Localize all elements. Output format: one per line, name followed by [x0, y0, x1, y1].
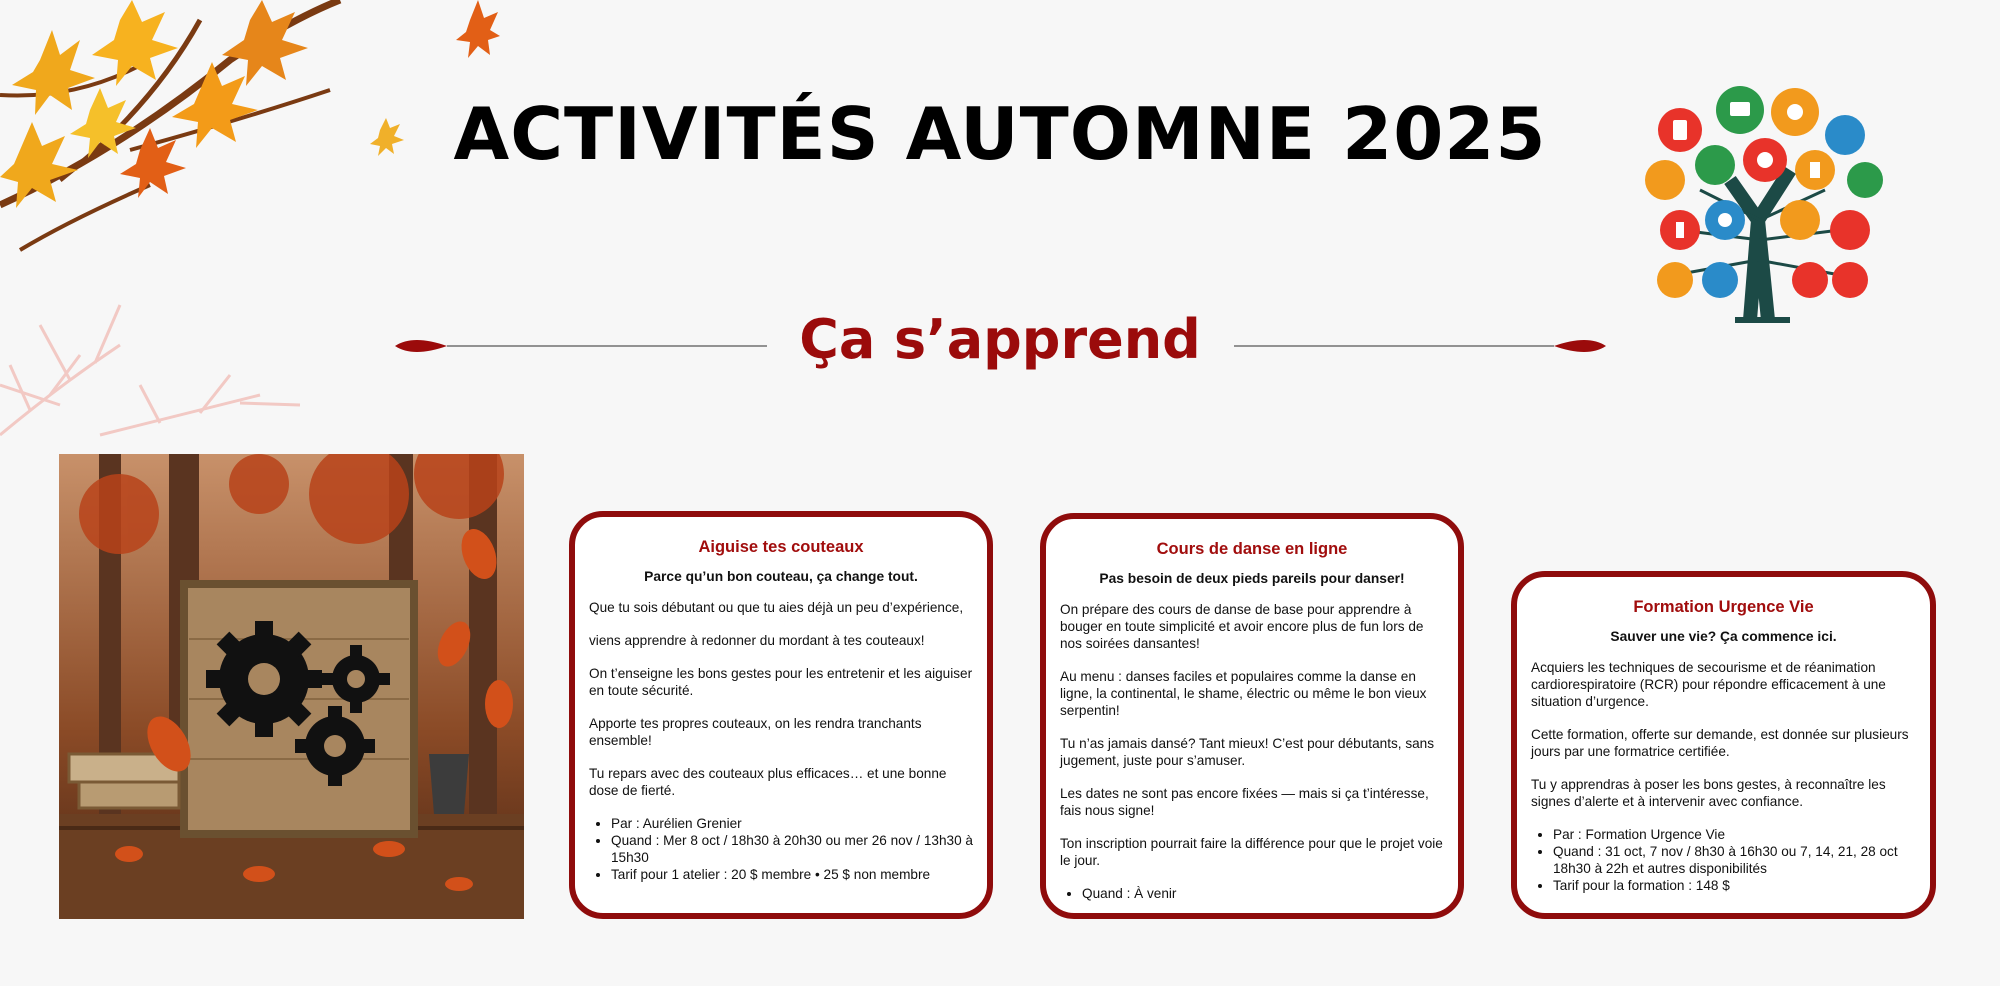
card-title: Cours de danse en ligne — [1156, 540, 1348, 558]
card-title: Formation Urgence Vie — [1633, 598, 1814, 616]
card-paragraph: Tu y apprendras à poser les bons gestes, à reconnaître les signes d’alerte et à intervenir avec confiance. — [1531, 777, 1886, 809]
activity-card-knives — [569, 511, 993, 919]
card-detail-item: • Tarif pour la formation : 148 $ — [1553, 877, 1916, 894]
card-subtitle: Parce qu’un bon couteau, ça change tout. — [644, 569, 918, 584]
activity-card-first-aid — [1511, 571, 1936, 919]
card-details — [589, 815, 973, 883]
card-subtitle: Pas besoin de deux pieds pareils pour danser! — [1099, 571, 1405, 586]
autumn-forest-gears-icon — [59, 454, 524, 919]
card-detail-item: • Quand : Mer 8 oct / 18h30 à 20h30 ou mer 26 nov / 13h30 à 15h30 — [611, 832, 973, 866]
card-details — [1531, 826, 1916, 894]
card-paragraph: Ton inscription pourrait faire la différence pour que le projet voie le jour. — [1060, 836, 1443, 868]
card-paragraph: Au menu : danses faciles et populaires comme la danse en ligne, la continental, le shame, électric ou même le bon vieux serpentin! — [1060, 669, 1427, 718]
card-paragraph: Que tu sois débutant ou que tu aies déjà un peu d’expérience, — [589, 600, 964, 615]
card-paragraph: viens apprendre à redonner du mordant à tes couteaux! — [589, 633, 925, 648]
activity-card-dance — [1040, 513, 1464, 919]
card-detail-item: • Quand : À venir — [1082, 885, 1444, 902]
card-paragraph: Cette formation, offerte sur demande, est donnée sur plusieurs jours par une formatrice certifiée. — [1531, 727, 1909, 759]
card-paragraph: On prépare des cours de danse de base pour apprendre à bouger en toute simplicité et avoir encore plus de fun lors de nos soirées dansantes! — [1060, 602, 1424, 651]
card-paragraph: On t’enseigne les bons gestes pour les entretenir et les aiguiser en toute sécurité. — [589, 666, 973, 698]
card-paragraph: Tu repars avec des couteaux plus efficaces… et une bonne dose de fierté. — [589, 766, 947, 798]
card-details — [1060, 885, 1444, 902]
card-detail-item: • Par : Aurélien Grenier — [611, 815, 973, 832]
card-title: Aiguise tes couteaux — [698, 538, 864, 556]
card-paragraph: Acquiers les techniques de secourisme et de réanimation cardiorespiratoire (RCR) pour répondre efficacement à une situation d’urgence. — [1531, 660, 1886, 709]
section-title: Ça s’apprend — [799, 308, 1201, 371]
card-detail-item: • Quand : 31 oct, 7 nov / 8h30 à 16h30 ou 7, 14, 21, 28 oct 18h30 à 22h et autres disponibilités — [1553, 843, 1916, 877]
card-paragraph: Tu n’as jamais dansé? Tant mieux! C’est pour débutants, sans jugement, juste pour s’amuser. — [1060, 736, 1435, 768]
page-title: ACTIVITÉS AUTOMNE 2025 — [453, 92, 1547, 176]
card-paragraph: Apporte tes propres couteaux, on les rendra tranchants ensemble! — [589, 716, 922, 748]
card-detail-item: • Par : Formation Urgence Vie — [1553, 826, 1916, 843]
card-detail-item: • Tarif pour 1 atelier : 20 $ membre • 25 $ non membre — [611, 866, 973, 883]
card-paragraph: Les dates ne sont pas encore fixées — mais si ça t’intéresse, fais nous signe! — [1060, 786, 1429, 818]
card-subtitle: Sauver une vie? Ça commence ici. — [1610, 629, 1837, 644]
